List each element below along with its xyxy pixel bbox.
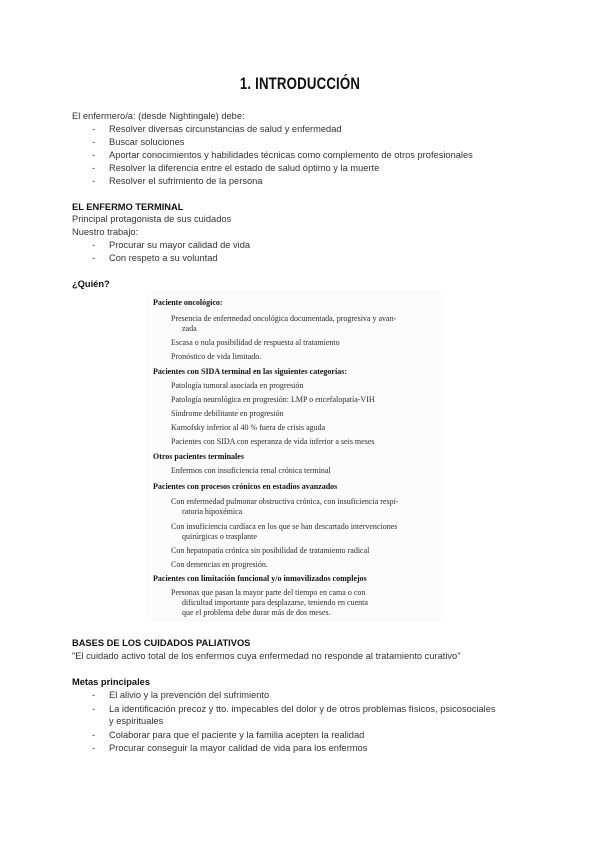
bullet-dash: - bbox=[92, 253, 96, 263]
table-line: Pacientes con SIDA con esperanza de vida inferior a seis meses bbox=[171, 437, 375, 446]
bullet-dash: - bbox=[92, 743, 96, 753]
list-item: Resolver diversas circunstancias de salud y enfermedad bbox=[109, 124, 342, 134]
list-item: Procurar su mayor calidad de vida bbox=[109, 240, 251, 250]
bases-quote: "El cuidado activo total de los enfermos cuya enfermedad no responde al tratamiento curativo" bbox=[72, 651, 461, 661]
table-line: dificultad importante para desplazarse, teniendo en cuenta bbox=[182, 598, 368, 607]
page-title: 1. INTRODUCCIÓN bbox=[239, 74, 361, 93]
table-line: Con enfermedad pulmonar obstructiva crónica, con insuficiencia respi- bbox=[171, 497, 399, 506]
table-line: Patología neurológica en progresión: LMP o encefalopatía-VIH bbox=[171, 395, 375, 404]
list-item: Aportar conocimientos y habilidades técnicas como complemento de otros profesionales bbox=[109, 150, 473, 160]
table-line: Con hepatopatía crónica sin posibilidad de tratamiento radical bbox=[171, 546, 370, 555]
table-line: Pronóstico de vida limitado. bbox=[171, 352, 262, 361]
table-line: Escasa o nula posibilidad de respuesta al tratamiento bbox=[171, 338, 340, 347]
table-line: Patología tumoral asociada en progresión bbox=[171, 381, 304, 390]
section-heading-bases: BASES DE LOS CUIDADOS PALIATIVOS bbox=[72, 638, 251, 648]
list-item: Resolver el sufrimiento de la persona bbox=[109, 176, 263, 186]
section-heading-metas: Metas principales bbox=[72, 677, 151, 687]
list-item: Procurar conseguir la mayor calidad de vida para los enfermos bbox=[109, 743, 368, 753]
list-item: La identificación precoz y tto. impecables del dolor y de otros problemas físicos, psicosociales bbox=[109, 704, 496, 714]
list-item: Colaborar para que el paciente y la familia acepten la realidad bbox=[109, 730, 365, 740]
table-heading: Pacientes con SIDA terminal en las siguientes categorías: bbox=[153, 367, 347, 376]
table-heading: Pacientes con limitación funcional y/o inmovilizados complejos bbox=[153, 574, 367, 583]
table-line: que el problema debe durar más de dos meses. bbox=[182, 608, 331, 617]
patients-table-image bbox=[145, 290, 445, 622]
table-line: Personas que pasan la mayor parte del tiempo en cama o con bbox=[171, 588, 366, 597]
list-item: Con respeto a su voluntad bbox=[109, 253, 218, 263]
table-line: zada bbox=[182, 324, 197, 333]
bullet-dash: - bbox=[92, 730, 96, 740]
bullet-dash: - bbox=[92, 240, 96, 250]
bullet-dash: - bbox=[92, 150, 96, 160]
table-heading: Paciente oncológico: bbox=[153, 298, 223, 307]
list-item: Resolver la diferencia entre el estado de salud óptimo y la muerte bbox=[109, 163, 380, 173]
table-line: quirúrgicas o trasplante bbox=[182, 532, 257, 541]
bullet-dash: - bbox=[92, 704, 96, 714]
list-item: El alivio y la prevención del sufrimiento bbox=[109, 690, 270, 700]
table-heading: Pacientes con procesos crónicos en estadios avanzados bbox=[153, 482, 338, 491]
intro-lead: El enfermero/a: (desde Nightingale) debe: bbox=[72, 111, 245, 121]
terminal-line-2: Nuestro trabajo: bbox=[72, 227, 139, 237]
table-line: Presencia de enfermedad oncológica documentada, progresiva y avan- bbox=[171, 314, 397, 323]
terminal-line-1: Principal protagonista de sus cuidados bbox=[72, 214, 232, 224]
bullet-dash: - bbox=[92, 690, 96, 700]
bullet-dash: - bbox=[92, 124, 96, 134]
list-item-continuation: y espirituales bbox=[109, 716, 164, 726]
table-line: Con demencias en progresión. bbox=[171, 560, 268, 569]
bullet-dash: - bbox=[92, 137, 96, 147]
table-line: Síndrome debilitante en progresión bbox=[171, 409, 284, 418]
table-line: Con insuficiencia cardíaca en los que se han descartado intervenciones bbox=[171, 522, 398, 531]
section-heading-terminal: EL ENFERMO TERMINAL bbox=[72, 202, 184, 212]
table-line: Karnofsky inferior al 40 % fuera de crisis aguda bbox=[171, 423, 326, 432]
list-item: Buscar soluciones bbox=[109, 137, 185, 147]
table-line: ratoria hipoxémica bbox=[182, 507, 243, 516]
table-heading: Otros pacientes terminales bbox=[153, 452, 244, 461]
table-line: Enfermos con insuficiencia renal crónica terminal bbox=[171, 466, 331, 475]
section-heading-quien: ¿Quién? bbox=[72, 279, 110, 289]
bullet-dash: - bbox=[92, 163, 96, 173]
bullet-dash: - bbox=[92, 176, 96, 186]
